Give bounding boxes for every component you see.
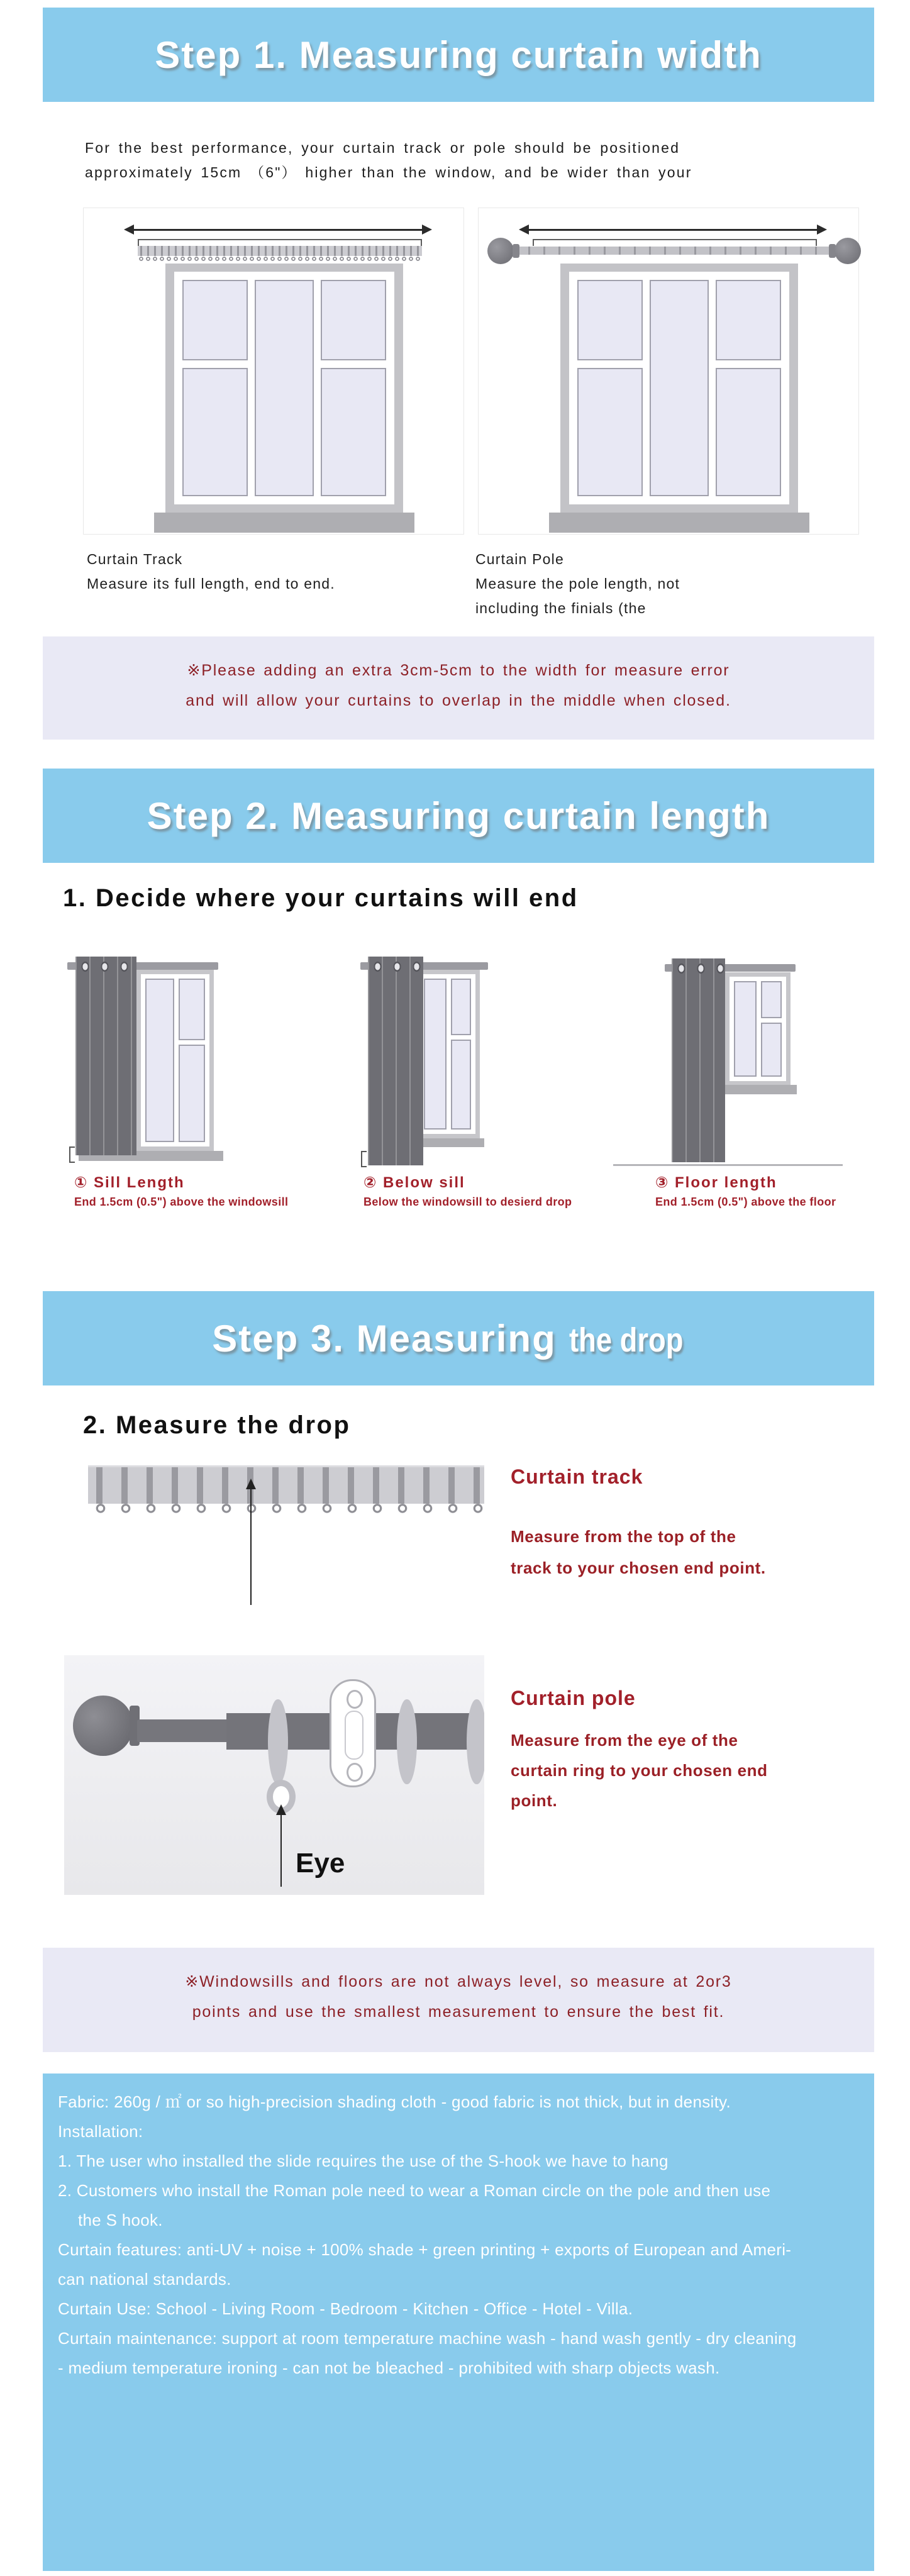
curtain-panel	[75, 957, 136, 1155]
curtain-ring	[268, 1699, 288, 1784]
finial-right	[835, 238, 861, 264]
info-line: Curtain features: anti-UV + noise + 100% shade + green printing + exports of European and Ameri-	[58, 2240, 792, 2259]
width-arrow-icon	[133, 229, 423, 231]
product-info-block	[43, 2074, 874, 2571]
pole-caption-title: Curtain Pole	[475, 551, 564, 567]
window-column-left	[424, 979, 447, 1130]
window-pane	[321, 280, 386, 360]
curtain-track-diagram	[83, 208, 464, 535]
info-line: 1. The user who installed the slide requires the use of the S-hook we have to hang	[58, 2151, 669, 2170]
pole-section-line1: Measure from the eye of the	[511, 1731, 738, 1750]
window-column-right	[451, 979, 471, 1130]
pole-neck	[137, 1719, 231, 1742]
info-line: can national standards.	[58, 2270, 231, 2289]
step1-banner	[43, 8, 874, 102]
window-column-right	[716, 280, 781, 496]
width-note-line2: and will allow your curtains to overlap in the middle when closed.	[186, 692, 731, 709]
window-inner	[730, 977, 786, 1081]
end-point-mark	[69, 1146, 75, 1163]
info-line: Curtain Use: School - Living Room - Bedroom - Kitchen - Office - Hotel - Villa.	[58, 2299, 633, 2318]
windowsill	[415, 1138, 484, 1147]
option3-label: ③ Floor length	[655, 1174, 777, 1191]
info-line: the S hook.	[78, 2211, 163, 2229]
step2-banner	[43, 769, 874, 863]
window	[560, 264, 798, 513]
info-line: Curtain maintenance: support at room temperature machine wash - hand wash gently - dry cleaning	[58, 2329, 797, 2348]
window-small	[136, 970, 214, 1151]
finial-left	[487, 238, 514, 264]
floor-line	[613, 1164, 843, 1166]
window-pane	[182, 368, 248, 496]
option1-label: ① Sill Length	[74, 1174, 185, 1191]
window-pane	[179, 979, 205, 1040]
finial-collar-left	[513, 244, 519, 258]
track-caption	[87, 547, 335, 596]
option3-desc: End 1.5cm (0.5") above the floor	[655, 1196, 836, 1208]
pole-caption	[475, 547, 680, 621]
window-column-left	[182, 280, 248, 496]
track-section-title: Curtain track	[511, 1465, 643, 1488]
window-pane	[577, 280, 643, 360]
step3-banner	[43, 1291, 874, 1385]
window-column-left	[577, 280, 643, 496]
curtain-panel	[368, 957, 423, 1165]
level-note-line2: points and use the smallest measurement to ensure the best fit.	[192, 2003, 725, 2021]
curtain-ring	[467, 1699, 484, 1784]
step1-title: Step 1. Measuring curtain width	[155, 33, 762, 76]
window-column-right	[761, 981, 782, 1077]
window-pane	[451, 979, 471, 1035]
track-caption-line: Measure its full length, end to end.	[87, 575, 335, 592]
window-pane	[179, 1045, 205, 1142]
window-small	[725, 972, 791, 1085]
window-inner	[569, 272, 789, 504]
info-line: 2. Customers who install the Roman pole need to wear a Roman circle on the pole and then use	[58, 2181, 771, 2200]
window-pane	[451, 1040, 471, 1130]
measure-bracket	[533, 239, 817, 246]
curtain-track-graphic	[138, 246, 422, 256]
window-pane	[182, 280, 248, 360]
window-pane	[716, 368, 781, 496]
window-inner	[174, 272, 394, 504]
step2-title: Step 2. Measuring curtain length	[147, 794, 770, 837]
eye-arrow-icon	[280, 1814, 282, 1887]
window-pane	[255, 280, 314, 496]
windowsill	[154, 513, 414, 533]
pole-bracket	[330, 1679, 376, 1787]
step2-heading: 1. Decide where your curtains will end	[63, 884, 579, 912]
finial-ball	[73, 1696, 133, 1756]
window-pane	[734, 981, 757, 1077]
intro-line-1: For the best performance, your curtain track or pole should be positioned	[85, 140, 680, 156]
width-note	[43, 636, 874, 740]
pole-closeup	[64, 1655, 484, 1895]
window	[165, 264, 403, 513]
width-arrow-icon	[528, 229, 818, 231]
option2-label: ② Below sill	[363, 1174, 465, 1191]
curtain-ring	[397, 1699, 417, 1784]
pole-section-line2: curtain ring to your chosen end	[511, 1761, 768, 1780]
measure-up-arrow-icon	[250, 1488, 252, 1605]
pole-section-line3: point.	[511, 1791, 558, 1810]
window-pane	[145, 979, 174, 1142]
pole-section-title: Curtain pole	[511, 1687, 636, 1709]
level-note-line1: ※Windowsills and floors are not always level, so measure at 2or3	[185, 1973, 732, 1990]
end-point-mark	[361, 1151, 367, 1167]
step3-title	[212, 1317, 704, 1360]
step1-intro	[85, 136, 890, 185]
step3-heading: 2. Measure the drop	[83, 1411, 351, 1439]
window-inner	[419, 974, 475, 1134]
pole-caption-line1: Measure the pole length, not	[475, 575, 680, 592]
window-column-right	[179, 979, 205, 1142]
window-column-left	[145, 979, 174, 1142]
track-caption-title: Curtain Track	[87, 551, 183, 567]
window-pane	[716, 280, 781, 360]
level-note	[43, 1948, 874, 2052]
track-hooks	[138, 256, 422, 262]
curtain-pole-diagram	[478, 208, 859, 535]
track-closeup-hooks	[88, 1503, 484, 1517]
track-closeup	[88, 1465, 484, 1504]
info-line: Installation:	[58, 2122, 143, 2141]
bracket-screw	[347, 1690, 363, 1709]
window-column-middle	[650, 280, 709, 496]
curtain-panel	[672, 958, 725, 1162]
window-column-left	[734, 981, 757, 1077]
step3-title-main: Step 3. Measuring	[212, 1317, 557, 1360]
window-pane	[577, 368, 643, 496]
windowsill	[717, 1085, 797, 1094]
pole-caption-line2: including the finials (the	[475, 600, 646, 616]
window-pane	[650, 280, 709, 496]
curtain-pole-graphic	[519, 247, 830, 255]
bracket-slot	[345, 1711, 363, 1760]
window-small	[415, 970, 480, 1138]
info-line: - medium temperature ironing - can not be bleached - prohibited with sharp objects wash.	[58, 2358, 720, 2377]
step3-title-sub: the drop	[569, 1321, 684, 1359]
windowsill	[549, 513, 809, 533]
window-pane	[761, 1023, 782, 1077]
measure-bracket	[138, 239, 422, 246]
track-section-line2: track to your chosen end point.	[511, 1558, 766, 1577]
info-line: Fabric: 260g / ㎡ or so high-precision shading cloth - good fabric is not thick, but in density.	[58, 2092, 731, 2111]
window-pane	[321, 368, 386, 496]
bracket-screw	[347, 1763, 363, 1782]
window-pane	[424, 979, 447, 1130]
option1-desc: End 1.5cm (0.5") above the windowsill	[74, 1196, 289, 1208]
window-inner	[141, 974, 209, 1146]
window-pane	[761, 981, 782, 1018]
window-column-right	[321, 280, 386, 496]
track-section-line1: Measure from the top of the	[511, 1527, 736, 1546]
window-column-middle	[255, 280, 314, 496]
option2-desc: Below the windowsill to desierd drop	[363, 1196, 572, 1208]
eye-label: Eye	[296, 1848, 345, 1879]
width-note-line1: ※Please adding an extra 3cm-5cm to the width for measure error	[187, 662, 730, 679]
intro-line-2: approximately 15cm （6"） higher than the window, and be wider than your	[85, 164, 692, 180]
